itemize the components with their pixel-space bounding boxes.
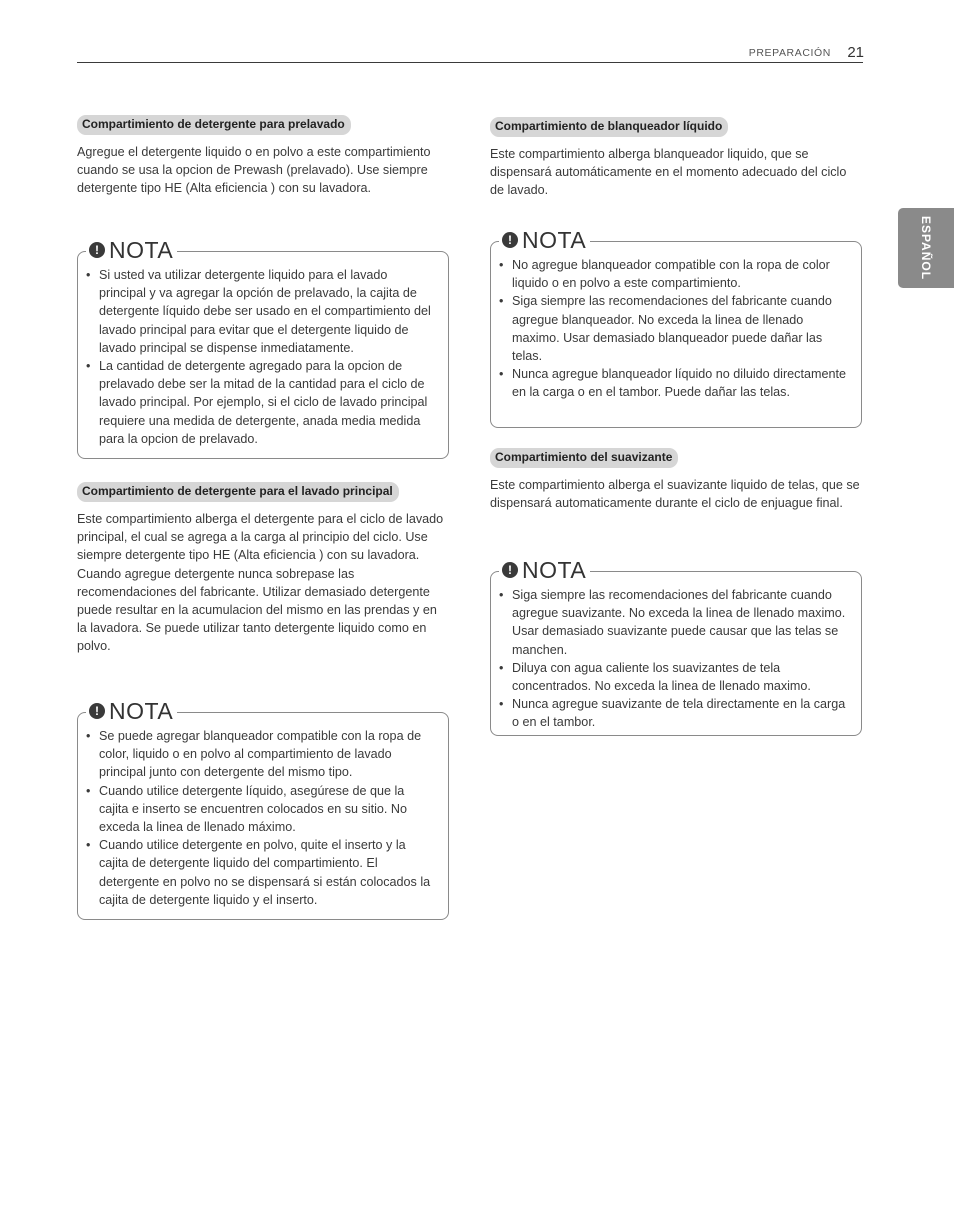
list-item: • Nunca agregue suavizante de tela directamente en la carga o en el tambor. xyxy=(499,695,849,731)
page-number: 21 xyxy=(847,44,864,61)
exclamation-icon: ! xyxy=(89,703,105,719)
bleach-section xyxy=(490,117,862,200)
note-box-main-wash xyxy=(77,698,449,920)
exclamation-icon: ! xyxy=(89,242,105,258)
bleach-body: Este compartimiento alberga blanqueador liquido, que se dispensará automáticamente en el momento adecuado del ciclo de lavado. xyxy=(490,147,847,198)
main-wash-heading: Compartimiento de detergente para el lavado principal xyxy=(77,482,399,502)
main-wash-body-2: Cuando agregue detergente nunca sobrepase las recomendaciones del fabricante. Utilizar demasiado detergente puede resultar en la acumulacion del mismo en las prendas y en la lavadora. Se puede utilizar tanto detergente liquido como en polvo. xyxy=(77,566,437,654)
header-divider xyxy=(77,62,863,63)
note-list xyxy=(86,266,436,448)
prewash-section xyxy=(77,115,449,198)
main-wash-body: Este compartimiento alberga el detergente para el ciclo de lavado principal, el cual se agrega a la carga al principio del ciclo. Use siempre detergente tipo HE (Alta eficiencia ) con su lavadora. xyxy=(77,512,444,563)
exclamation-icon: ! xyxy=(502,562,518,578)
list-item: • Nunca agregue blanqueador líquido no diluido directamente en la carga o en el tambor. Puede dañar las telas. xyxy=(499,365,849,401)
note-list xyxy=(499,256,849,402)
note-title: NOTA xyxy=(109,698,174,724)
softener-heading: Compartimiento del suavizante xyxy=(490,448,678,468)
list-item: • Cuando utilice detergente líquido, asegúrese de que la cajita e inserto se encuentren colocados en su sitio. No exceda la linea de llenado máximo. xyxy=(86,782,436,837)
main-wash-section xyxy=(77,482,449,656)
prewash-heading: Compartimiento de detergente para prelavado xyxy=(77,115,351,135)
list-item: • No agregue blanqueador compatible con la ropa de color liquido o en polvo a este compartimiento. xyxy=(499,256,849,292)
note-header xyxy=(499,557,590,583)
list-item: • Si usted va utilizar detergente liquido para el lavado principal y va agregar la opción de prelavado, la cajita de detergente líquido debe ser usado en el compartimiento del lavado principal para evitar que el detergente liquido de lavado principal se dispense inmediatamente. xyxy=(86,266,436,357)
list-item: • La cantidad de detergente agregado para la opcion de prelavado debe ser la mitad de la cantidad para el ciclo de lavado principal. Por ejemplo, si el ciclo de lavado principal requiere una medida de detergente, anada media medida para la opcion de prelavado. xyxy=(86,357,436,448)
language-tab-label: ESPAÑOL xyxy=(919,215,933,281)
exclamation-icon: ! xyxy=(502,232,518,248)
note-title: NOTA xyxy=(522,557,587,583)
header-section-label: PREPARACIÓN xyxy=(748,47,831,59)
note-box-softener xyxy=(490,557,862,736)
list-item: • Se puede agregar blanqueador compatible con la ropa de color, liquido o en polvo al compartimiento de lavado principal junto con detergente del mismo tipo. xyxy=(86,727,436,782)
note-list xyxy=(86,727,436,909)
list-item: • Siga siempre las recomendaciones del fabricante cuando agregue blanqueador. No exceda la linea de llenado maximo. Usar demasiado blanqueador puede dañar las telas. xyxy=(499,292,849,365)
list-item: • Diluya con agua caliente los suavizantes de tela concentrados. No exceda la linea de llenado maximo. xyxy=(499,659,849,695)
note-box-bleach xyxy=(490,227,862,428)
note-title: NOTA xyxy=(109,237,174,263)
list-item: • Siga siempre las recomendaciones del fabricante cuando agregue suavizante. No exceda la linea de llenado maximo. Usar demasiado suavizante puede causar que las telas se manchen. xyxy=(499,586,849,659)
softener-section xyxy=(490,448,862,512)
language-tab xyxy=(898,208,954,288)
bleach-heading: Compartimiento de blanqueador líquido xyxy=(490,117,728,137)
note-header xyxy=(499,227,590,253)
prewash-body: Agregue el detergente liquido o en polvo a este compartimiento cuando se usa la opcion de Prewash (prelavado). Use siempre detergente tipo HE (Alta eficiencia ) con su lavadora. xyxy=(77,145,431,196)
list-item: • Cuando utilice detergente en polvo, quite el inserto y la cajita de detergente liquido del compartimiento. El detergente en polvo no se dispensará si están colocados la cajita de detergente liquido y el inserto. xyxy=(86,836,436,909)
note-list xyxy=(499,586,849,732)
note-box-prewash xyxy=(77,237,449,459)
note-header xyxy=(86,698,177,724)
note-header xyxy=(86,237,177,263)
note-title: NOTA xyxy=(522,227,587,253)
softener-body: Este compartimiento alberga el suavizante liquido de telas, que se dispensará automaticamente durante el ciclo de enjuague final. xyxy=(490,478,860,511)
